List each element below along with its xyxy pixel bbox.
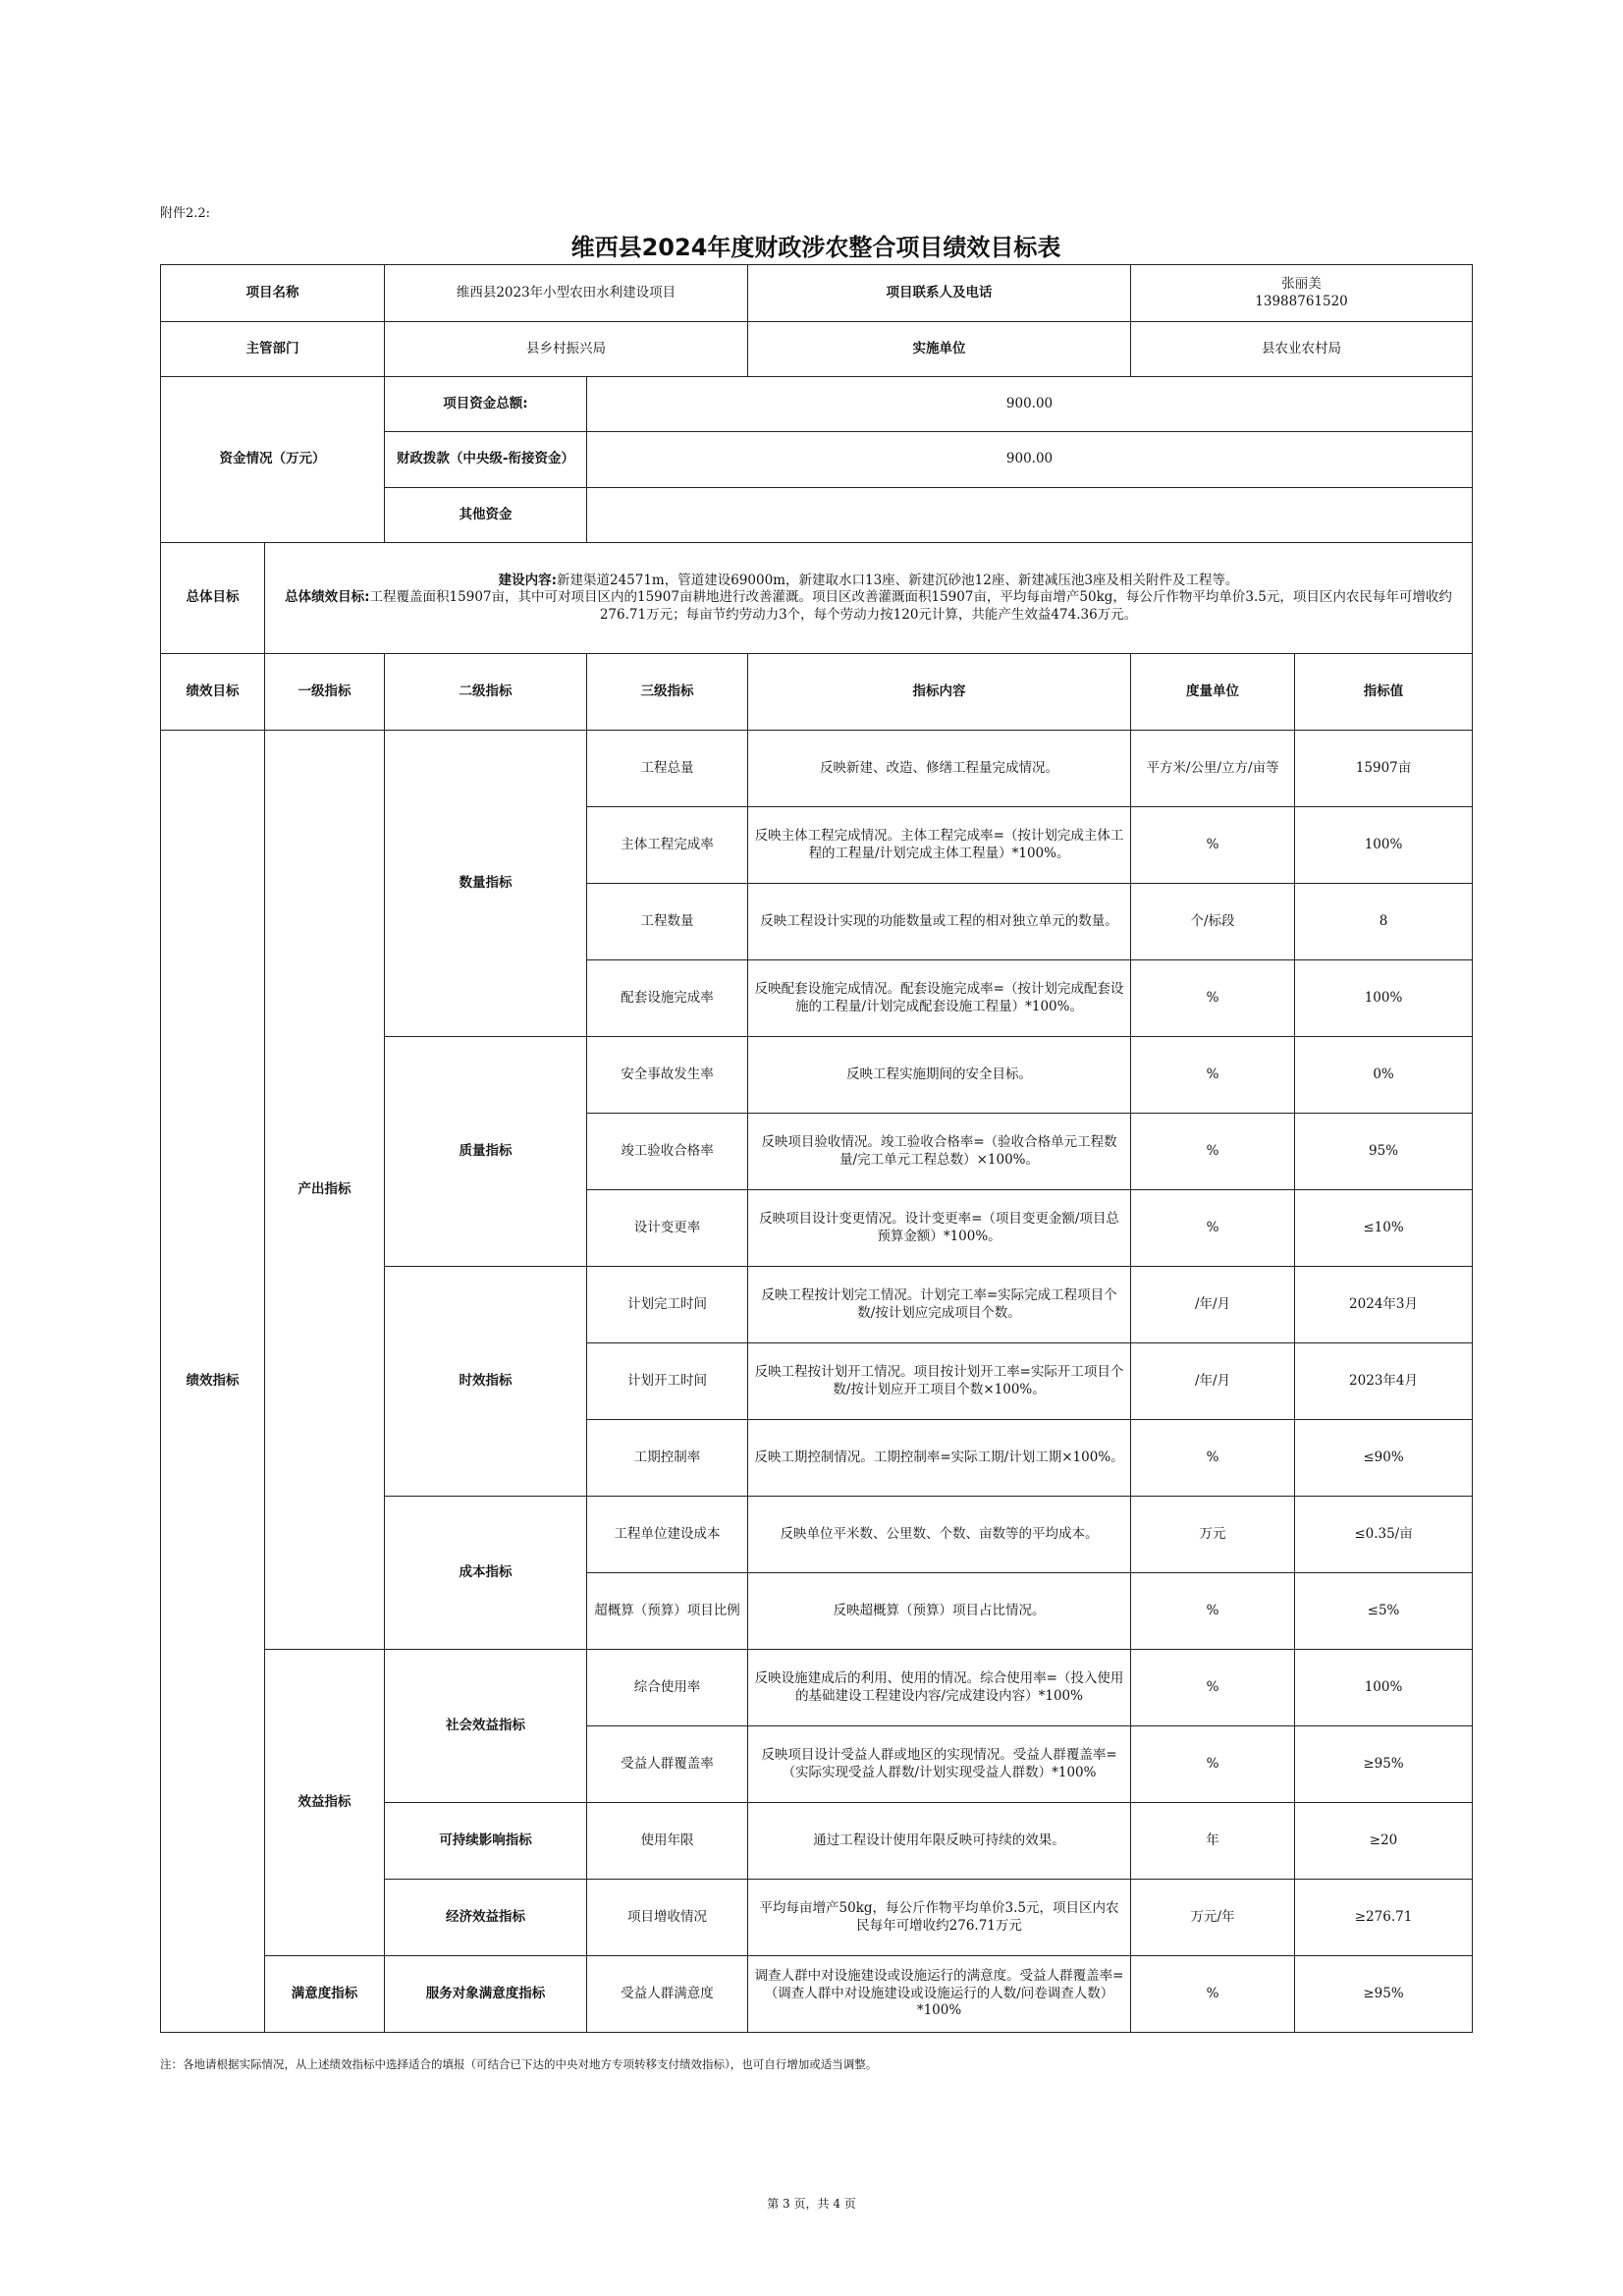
header-level3: 三级指标 — [587, 654, 748, 731]
indicator-unit: % — [1131, 1726, 1295, 1803]
contact-name: 张丽美 — [1281, 275, 1322, 292]
indicator-value: 2023年4月 — [1295, 1343, 1473, 1420]
dept-label: 主管部门 — [161, 322, 385, 377]
header-unit: 度量单位 — [1131, 654, 1295, 731]
level3-indicator: 配套设施完成率 — [587, 960, 748, 1037]
indicator-value: 100% — [1295, 960, 1473, 1037]
indicator-unit: 个/标段 — [1131, 884, 1295, 960]
funds-other-label: 其他资金 — [385, 488, 587, 543]
indicator-content: 反映配套设施完成情况。配套设施完成率=（按计划完成配套设施的工程量/计划完成配套设施工程量）*100%。 — [748, 960, 1131, 1037]
goal-content-label: 建设内容: — [498, 572, 557, 588]
indicator-content: 反映工程设计实现的功能数量或工程的相对独立单元的数量。 — [748, 884, 1131, 960]
indicator-row — [161, 1650, 1473, 1726]
dept: 县乡村振兴局 — [385, 322, 748, 377]
indicator-content: 反映设施建成后的利用、使用的情况。综合使用率=（投入使用的基础建设工程建设内容/完成建设内容）*100% — [748, 1650, 1131, 1726]
indicator-content: 调查人群中对设施建设或设施运行的满意度。受益人群覆盖率=（调查人群中对设施建设或设施运行的人数/问卷调查人数）*100% — [748, 1956, 1131, 2033]
indicator-unit: % — [1131, 1037, 1295, 1114]
indicator-content: 反映新建、改造、修缮工程量完成情况。 — [748, 731, 1131, 807]
level3-indicator: 受益人群满意度 — [587, 1956, 748, 2033]
header-goal: 绩效目标 — [161, 654, 265, 731]
level3-indicator: 工期控制率 — [587, 1420, 748, 1497]
goal-label: 总体目标 — [161, 543, 265, 654]
footnote: 注：各地请根据实际情况，从上述绩效指标中选择适合的填报（可结合已下达的中央对地方专项转移支付绩效指标），也可自行增加或适当调整。 — [160, 2057, 878, 2071]
indicator-value: 0% — [1295, 1037, 1473, 1114]
level3-indicator: 工程数量 — [587, 884, 748, 960]
level3-indicator: 计划开工时间 — [587, 1343, 748, 1420]
indicator-value: ≥95% — [1295, 1956, 1473, 2033]
indicator-value: ≥95% — [1295, 1726, 1473, 1803]
indicator-unit: % — [1131, 1956, 1295, 2033]
indicator-unit: % — [1131, 1573, 1295, 1650]
indicator-unit: % — [1131, 807, 1295, 884]
level1-output: 产出指标 — [265, 731, 385, 1650]
level2-economic: 经济效益指标 — [385, 1880, 587, 1956]
level3-indicator: 受益人群覆盖率 — [587, 1726, 748, 1803]
level2-sustainable: 可持续影响指标 — [385, 1803, 587, 1880]
indicator-value: ≤5% — [1295, 1573, 1473, 1650]
indicator-content: 反映单位平米数、公里数、个数、亩数等的平均成本。 — [748, 1497, 1131, 1573]
contact-label: 项目联系人及电话 — [748, 265, 1131, 322]
indicator-value: ≤90% — [1295, 1420, 1473, 1497]
indicator-value: ≥20 — [1295, 1803, 1473, 1880]
indicator-content: 平均每亩增产50kg，每公斤作物平均单价3.5元，项目区内农民每年可增收约276.71万元 — [748, 1880, 1131, 1956]
indicator-unit: /年/月 — [1131, 1267, 1295, 1343]
goal-perf-label: 总体绩效目标: — [285, 589, 370, 606]
contact-phone: 13988761520 — [1255, 293, 1348, 309]
perf-indicators-label: 绩效指标 — [161, 731, 265, 2033]
indicator-content: 反映工程按计划完工情况。计划完工率=实际完成工程项目个数/按计划应完成项目个数。 — [748, 1267, 1131, 1343]
indicator-value: 100% — [1295, 807, 1473, 884]
indicator-content: 反映项目设计受益人群或地区的实现情况。受益人群覆盖率=（实际实现受益人群数/计划实现受益人群数）*100% — [748, 1726, 1131, 1803]
level2-social: 社会效益指标 — [385, 1650, 587, 1803]
level3-indicator: 使用年限 — [587, 1803, 748, 1880]
indicator-value: 8 — [1295, 884, 1473, 960]
level3-indicator: 安全事故发生率 — [587, 1037, 748, 1114]
indicator-unit: 年 — [1131, 1803, 1295, 1880]
header-value: 指标值 — [1295, 654, 1473, 731]
indicator-content: 通过工程设计使用年限反映可持续的效果。 — [748, 1803, 1131, 1880]
indicator-content: 反映工程按计划开工情况。项目按计划开工率=实际开工项目个数/按计划应开工项目个数×100%。 — [748, 1343, 1131, 1420]
indicator-content: 反映项目验收情况。竣工验收合格率=（验收合格单元工程数量/完工单元工程总数）×100%。 — [748, 1114, 1131, 1190]
page-number: 第 3 页，共 4 页 — [767, 2197, 856, 2211]
goal-perf: 工程覆盖面积15907亩，其中可对项目区内的15907亩耕地进行改善灌溉。项目区改善灌溉面积15907亩，平均每亩增产50kg，每公斤作物平均单价3.5元，项目区内农民每年可增收约276.71万元；每亩节约劳动力3个，每个劳动力按120元计算，共能产生效益474.36万元。 — [369, 589, 1452, 623]
indicator-value: 15907亩 — [1295, 731, 1473, 807]
level3-indicator: 设计变更率 — [587, 1190, 748, 1267]
goal-content: 新建渠道24571m，管道建设69000m，新建取水口13座、新建沉砂池12座、新建减压池3座及相关附件及工程等。 — [556, 572, 1239, 588]
level1-satisfaction: 满意度指标 — [265, 1956, 385, 2033]
funds-fiscal-label: 财政拨款（中央级-衔接资金） — [385, 432, 587, 488]
level3-indicator: 工程总量 — [587, 731, 748, 807]
indicator-value: 95% — [1295, 1114, 1473, 1190]
indicator-content: 反映主体工程完成情况。主体工程完成率=（按计划完成主体工程的工程量/计划完成主体工程量）*100%。 — [748, 807, 1131, 884]
indicator-unit: % — [1131, 960, 1295, 1037]
indicator-content: 反映项目设计变更情况。设计变更率=（项目变更金额/项目总预算金额）*100%。 — [748, 1190, 1131, 1267]
indicator-content: 反映工程实施期间的安全目标。 — [748, 1037, 1131, 1114]
header-level2: 二级指标 — [385, 654, 587, 731]
indicator-unit: 平方米/公里/立方/亩等 — [1131, 731, 1295, 807]
indicator-unit: % — [1131, 1190, 1295, 1267]
header-level1: 一级指标 — [265, 654, 385, 731]
indicator-unit: % — [1131, 1420, 1295, 1497]
performance-table — [160, 264, 1473, 2033]
indicator-value: ≥276.71 — [1295, 1880, 1473, 1956]
indicator-content: 反映工期控制情况。工期控制率=实际工期/计划工期×100%。 — [748, 1420, 1131, 1497]
attachment-label: 附件2.2: — [160, 206, 211, 221]
level3-indicator: 工程单位建设成本 — [587, 1497, 748, 1573]
funds-fiscal: 900.00 — [587, 432, 1473, 488]
indicator-unit: % — [1131, 1650, 1295, 1726]
impl: 县农业农村局 — [1131, 322, 1473, 377]
funds-total-label: 项目资金总额: — [385, 377, 587, 432]
indicator-unit: 万元 — [1131, 1497, 1295, 1573]
indicator-unit: /年/月 — [1131, 1343, 1295, 1420]
funds-total: 900.00 — [587, 377, 1473, 432]
level2-quantity: 数量指标 — [385, 731, 587, 1037]
impl-label: 实施单位 — [748, 322, 1131, 377]
contact-info — [1131, 265, 1473, 322]
indicator-row — [161, 1956, 1473, 2033]
level3-indicator: 超概算（预算）项目比例 — [587, 1573, 748, 1650]
level1-benefit: 效益指标 — [265, 1650, 385, 1956]
indicator-value: 2024年3月 — [1295, 1267, 1473, 1343]
level2-timeliness: 时效指标 — [385, 1267, 587, 1497]
indicator-value: ≤10% — [1295, 1190, 1473, 1267]
level2-service: 服务对象满意度指标 — [385, 1956, 587, 2033]
page-title: 维西县2024年度财政涉农整合项目绩效目标表 — [570, 234, 1061, 261]
indicator-value: ≤0.35/亩 — [1295, 1497, 1473, 1573]
level3-indicator: 综合使用率 — [587, 1650, 748, 1726]
indicator-content: 反映超概算（预算）项目占比情况。 — [748, 1573, 1131, 1650]
indicator-value: 100% — [1295, 1650, 1473, 1726]
funds-label: 资金情况（万元） — [161, 377, 385, 543]
level3-indicator: 项目增收情况 — [587, 1880, 748, 1956]
level3-indicator: 主体工程完成率 — [587, 807, 748, 884]
funds-other — [587, 488, 1473, 543]
indicator-unit: 万元/年 — [1131, 1880, 1295, 1956]
header-content: 指标内容 — [748, 654, 1131, 731]
level3-indicator: 竣工验收合格率 — [587, 1114, 748, 1190]
level2-cost: 成本指标 — [385, 1497, 587, 1650]
level2-quality: 质量指标 — [385, 1037, 587, 1267]
project-name-label: 项目名称 — [161, 265, 385, 322]
goal-text — [265, 543, 1473, 654]
indicator-unit: % — [1131, 1114, 1295, 1190]
project-name: 维西县2023年小型农田水利建设项目 — [385, 265, 748, 322]
level3-indicator: 计划完工时间 — [587, 1267, 748, 1343]
indicator-row — [161, 731, 1473, 807]
